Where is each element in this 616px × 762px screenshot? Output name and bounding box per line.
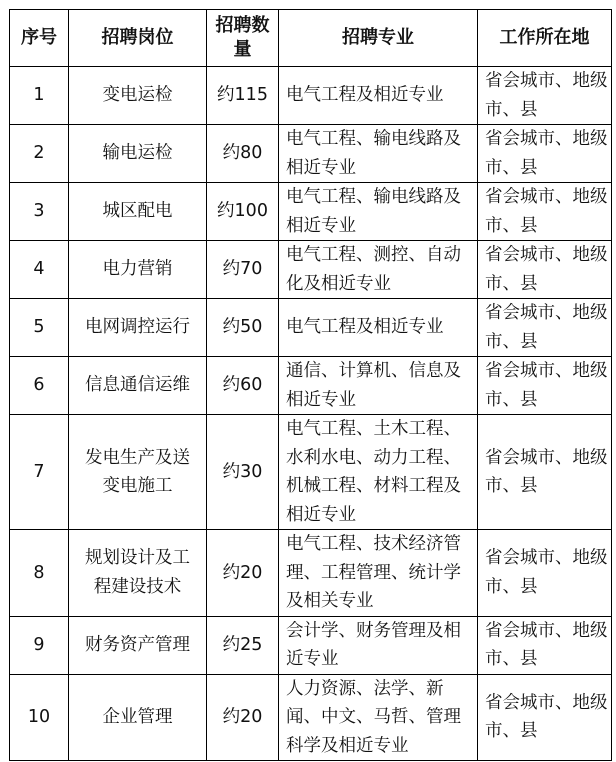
header-location: 工作所在地: [478, 10, 612, 67]
header-count: 招聘数量: [207, 10, 279, 67]
row-count: 约70: [207, 241, 279, 299]
row-position: 变电运检: [69, 67, 207, 125]
row-number: 1: [10, 67, 69, 125]
header-no: 序号: [10, 10, 69, 67]
table-row: [10, 674, 612, 761]
row-number: 9: [10, 616, 69, 674]
row-location: 省会城市、地级市、县: [478, 67, 612, 125]
row-count: 约25: [207, 616, 279, 674]
row-major: 电气工程、输电线路及相近专业: [279, 183, 478, 241]
row-major: 人力资源、法学、新闻、中文、马哲、管理科学及相近专业: [279, 674, 478, 761]
row-position: 财务资产管理: [69, 616, 207, 674]
header-position: 招聘岗位: [69, 10, 207, 67]
row-number: 8: [10, 530, 69, 617]
table-row: [10, 415, 612, 530]
table-row: [10, 299, 612, 357]
row-major: 电气工程、测控、自动化及相近专业: [279, 241, 478, 299]
row-location: 省会城市、地级市、县: [478, 616, 612, 674]
row-position: 规划设计及工程建设技术: [69, 530, 207, 617]
row-location: 省会城市、地级市、县: [478, 357, 612, 415]
row-major: 电气工程、土木工程、水利水电、动力工程、机械工程、材料工程及相近专业: [279, 415, 478, 530]
row-location: 省会城市、地级市、县: [478, 674, 612, 761]
row-number: 3: [10, 183, 69, 241]
row-count: 约100: [207, 183, 279, 241]
row-position: 发电生产及送变电施工: [69, 415, 207, 530]
recruitment-table: [9, 9, 612, 761]
row-count: 约80: [207, 125, 279, 183]
row-location: 省会城市、地级市、县: [478, 299, 612, 357]
row-location: 省会城市、地级市、县: [478, 241, 612, 299]
row-count: 约30: [207, 415, 279, 530]
row-major: 电气工程、技术经济管理、工程管理、统计学及相关专业: [279, 530, 478, 617]
row-major: 电气工程及相近专业: [279, 67, 478, 125]
row-location: 省会城市、地级市、县: [478, 415, 612, 530]
table-row: [10, 241, 612, 299]
row-major: 会计学、财务管理及相近专业: [279, 616, 478, 674]
row-number: 5: [10, 299, 69, 357]
row-major: 电气工程及相近专业: [279, 299, 478, 357]
row-count: 约20: [207, 674, 279, 761]
row-count: 约115: [207, 67, 279, 125]
row-location: 省会城市、地级市、县: [478, 125, 612, 183]
header-major: 招聘专业: [279, 10, 478, 67]
row-number: 2: [10, 125, 69, 183]
row-count: 约60: [207, 357, 279, 415]
table-row: [10, 530, 612, 617]
row-count: 约20: [207, 530, 279, 617]
row-number: 7: [10, 415, 69, 530]
row-position: 电网调控运行: [69, 299, 207, 357]
row-number: 4: [10, 241, 69, 299]
row-major: 通信、计算机、信息及相近专业: [279, 357, 478, 415]
row-position: 输电运检: [69, 125, 207, 183]
row-number: 6: [10, 357, 69, 415]
table-row: [10, 67, 612, 125]
row-count: 约50: [207, 299, 279, 357]
row-position: 信息通信运维: [69, 357, 207, 415]
table-row: [10, 616, 612, 674]
row-major: 电气工程、输电线路及相近专业: [279, 125, 478, 183]
row-number: 10: [10, 674, 69, 761]
row-location: 省会城市、地级市、县: [478, 183, 612, 241]
row-location: 省会城市、地级市、县: [478, 530, 612, 617]
header-row: [10, 10, 612, 67]
table-row: [10, 125, 612, 183]
row-position: 电力营销: [69, 241, 207, 299]
row-position: 城区配电: [69, 183, 207, 241]
row-position: 企业管理: [69, 674, 207, 761]
table-row: [10, 183, 612, 241]
table-row: [10, 357, 612, 415]
